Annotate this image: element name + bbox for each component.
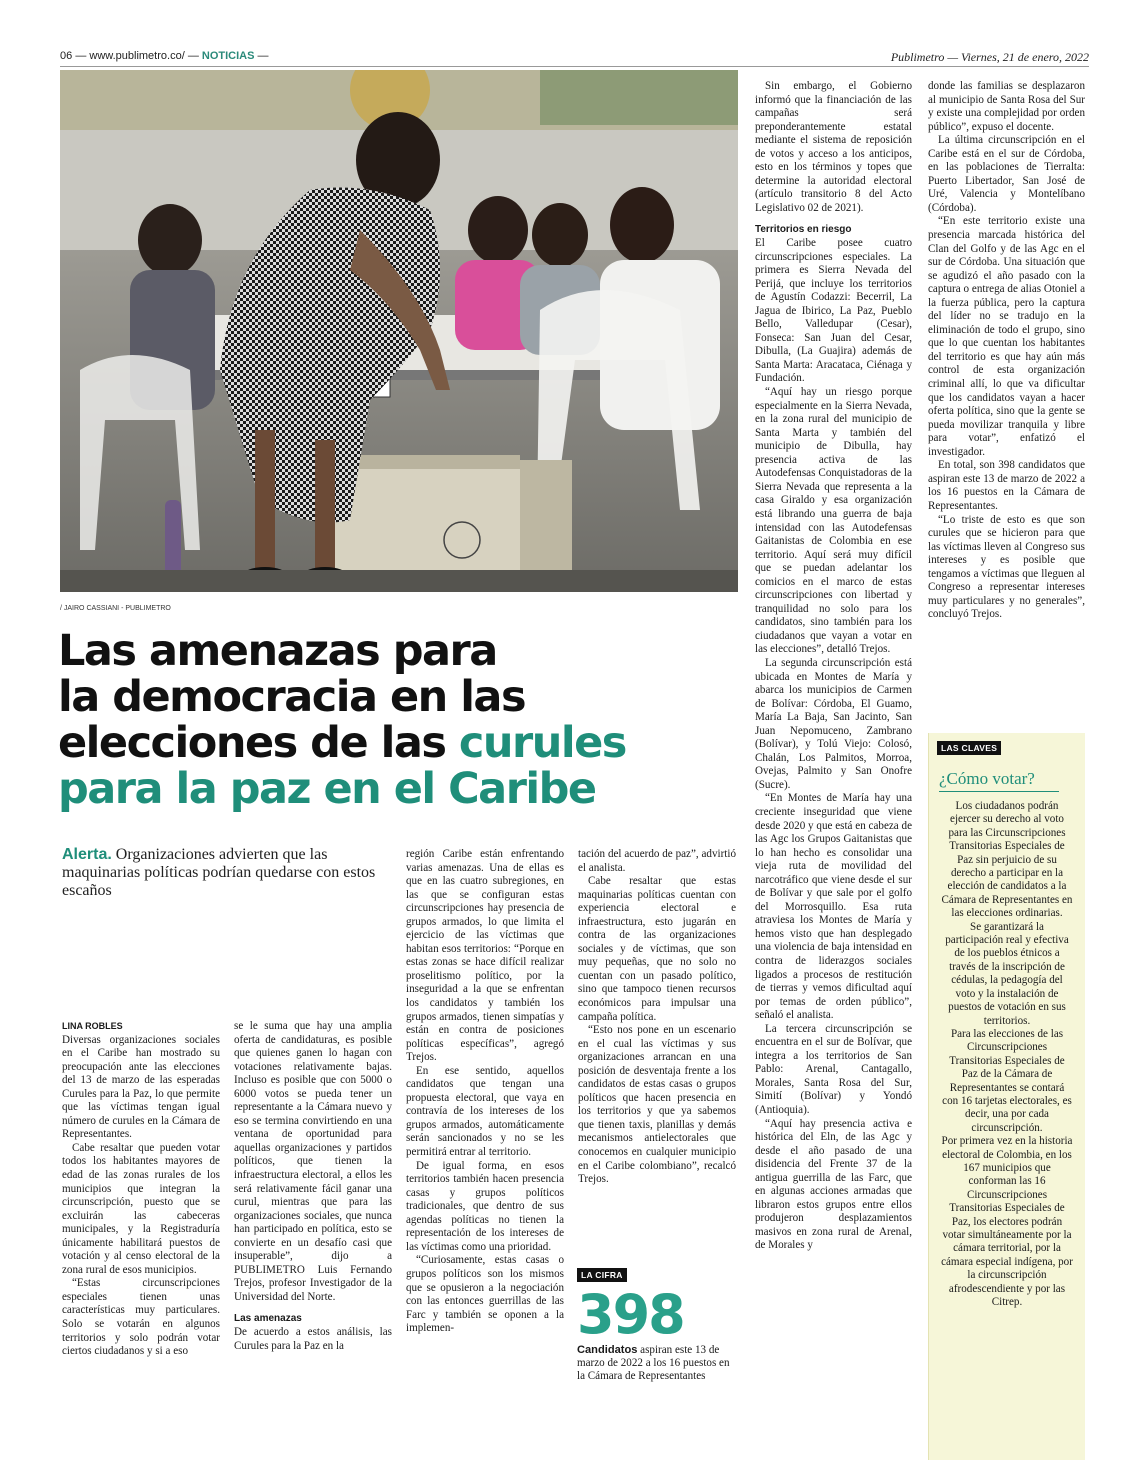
paragraph: se le suma que hay una amplia oferta de candidaturas, es posible que quienes ganen lo hagan con votaciones relativamente bajas. Incluso es posible que con 5000 o 6000 votos se pueda tener un representante a la Cámara nuevo y eso se termina convirtiendo en una ventana de oportunidad para aquellas organizaciones y partidos políticos, que tienen la infraestructura electoral, a ellos les será relativamente fácil ganar una curul, mientras que para las organizaciones sociales, que nunca han participado en política, esto se convierte en un desafío casi que insuperable”, dijo a PUBLIMETRO Luis Fernando Trejos, profesor Investigador de la Universidad del Norte. bbox=[234, 1020, 392, 1303]
headline-accent-1: curules bbox=[458, 718, 626, 768]
paragraph: La tercera circunscripción se encuentra en el sur de Bolívar, que integra a los territorios de San Pablo: Arenal, Cantagallo, Morales, Santa Rosa del Sur, Simití (Bolívar) y Yondó (Antioquia). bbox=[755, 1022, 912, 1117]
paragraph: En total, son 398 candidatos que aspiran este 13 de marzo de 2022 a los 16 puestos en la Cámara de Representantes. bbox=[928, 459, 1085, 512]
page-number: 06 bbox=[60, 50, 73, 62]
edition-date: Publimetro — Viernes, 21 de enero, 2022 bbox=[890, 50, 1089, 64]
cifra-text bbox=[577, 1344, 732, 1383]
article-photo bbox=[60, 70, 738, 592]
site-url: www.publimetro.co/ bbox=[89, 50, 185, 62]
section-label: NOTICIAS bbox=[201, 50, 255, 62]
claves-paragraph: Se garantizará la participación real y efectiva de los pueblos étnicos a través de la inscripción de cédulas, la pedagogía del voto y la instalación de puestos de votación en sus territorios. bbox=[945, 920, 1069, 1027]
headline bbox=[58, 628, 748, 812]
paragraph: región Caribe están enfrentando varias amenazas. Una de ellas es que en las cuatro subregiones, en las que se configuran estas circunscripciones hay presencia de grupos armados, lo que limita el ejercicio de las víctimas que habitan esos territorios: “Porque en estas zonas se hace difícil realizar proselitismo político, por la inseguridad a la que se enfrentan los candidatos y también los grupos armados, tienen simpatías y están en contra de posiciones políticas específicas”, agregó Trejos. bbox=[406, 848, 564, 1064]
claves-question: ¿Cómo votar? bbox=[939, 769, 1059, 792]
paragraph: La última circunscripción en el Caribe está en el sur de Córdoba, en las poblaciones de Tierralta: Puerto Libertador, San José de Uré, Valencia y Montelíbano (Córdoba). bbox=[928, 134, 1085, 214]
cifra-description: aspiran este 13 de marzo de 2022 a los 16 puestos en la Cámara de Representantes bbox=[577, 1344, 730, 1382]
article-column-4 bbox=[578, 848, 736, 1187]
paragraph: donde las familias se desplazaron al municipio de Santa Rosa del Sur y existe una complejidad por orden público”, expuso el docente. bbox=[928, 80, 1085, 133]
subhead: Las amenazas bbox=[234, 1313, 302, 1325]
paragraph: Diversas organizaciones sociales en el Caribe han mostrado su preocupación ante las elecciones del 13 de marzo de las esperadas Curules para la Paz, lo que permite que las víctimas tengan igual número de curules en la Cámara de Representantes. bbox=[62, 1033, 220, 1141]
paragraph: “Estas circunscripciones especiales tienen unas características muy particulares. Solo se votarán en algunos territorios y solo podrán votar ciertos ciudadanos y si a eso bbox=[62, 1277, 220, 1358]
paragraph: Cabe resaltar que estas maquinarias políticas cuentan con experiencia electoral e infraestructura, esto jugarán en contra de las organizaciones sociales y de víctimas, que son muy pequeñas, que no solo no cuentan con un pasado político, sino que tampoco tienen recursos económicos para impulsar una campaña política. bbox=[578, 875, 736, 1023]
header-rule bbox=[60, 66, 1089, 67]
paragraph: “Lo triste de esto es que son curules que se hicieron para que las víctimas lleven al Congreso sus intereses y es posible que tengamos a víctimas que lleguen al Congreso a representar intereses muy particulares y no generales”, concluyó Trejos. bbox=[928, 513, 1085, 621]
paragraph: tación del acuerdo de paz”, advirtió el analista. bbox=[578, 848, 736, 874]
byline: LINA ROBLES bbox=[62, 1021, 123, 1031]
paragraph: La segunda circunscripción está ubicada en Montes de María y abarca los municipios de Carmen de Bolívar: Córdoba, El Guamo, María La Baja, San Jacinto, San Juan Nepomuceno, Zambrano (Bolívar), y Tolú Viejo: Colosó, Chalán, Los Palmitos, Morroa, Ovejas, Palmito y San Onofre (Sucre). bbox=[755, 656, 912, 791]
claves-paragraph: Por primera vez en la historia electoral de Colombia, en los 167 municipios que conforman las 16 Circunscripciones Transitorias Especiales de Paz, los electores podrán votar simultáneamente por la cámara territorial, por la cámara especial indígena, por la circunscripción afrodescendiente y por las Citrep. bbox=[941, 1135, 1073, 1309]
article-column-3 bbox=[406, 848, 564, 1336]
headline-accent-2: para la paz en el Caribe bbox=[58, 764, 596, 814]
claves-text bbox=[929, 800, 1085, 1309]
paragraph: En ese sentido, aquellos candidatos que tengan una propuesta electoral, que vaya en contravía de los intereses de los grupos armados, automáticamente serán sancionados y no se les permitirá entrar al territorio. bbox=[406, 1064, 564, 1159]
las-claves-tag: LAS CLAVES bbox=[937, 741, 1001, 755]
lede-kicker: Alerta. bbox=[62, 846, 112, 863]
photo-credit: / JAIRO CASSIANI - PUBLIMETRO bbox=[60, 605, 171, 612]
headline-line-2: la democracia en las bbox=[58, 672, 526, 722]
cifra-label: Candidatos bbox=[577, 1344, 638, 1356]
paragraph: El Caribe posee cuatro circunscripciones especiales. La primera es Sierra Nevada del Perijá, que incluye los territorios de Agustín Codazzi: Becerril, La Jagua de Ibirico, La Paz, Pueblo Bello, Valledupar (Cesar), Fonseca: San Juan del Cesar, Dibulla, (La Guajira) además de Santa Marta: Aracataca, Ciénaga y Fundación. bbox=[755, 237, 912, 385]
la-cifra-box bbox=[577, 1263, 732, 1383]
article-column-1 bbox=[62, 1020, 220, 1359]
paragraph: De acuerdo a estos análisis, las Curules para la Paz en la bbox=[234, 1326, 392, 1352]
paragraph: Sin embargo, el Gobierno informó que la financiación de las campañas será preponderantemente estatal mediante el sistema de reposición de votos y acceso a los anticipos, esto en los términos y topes que determine la autoridad electoral (artículo transitorio 8 del Acto Legislativo 02 de 2021). bbox=[755, 80, 912, 214]
subhead: Territorios en riesgo bbox=[755, 224, 852, 236]
paragraph: “Esto nos pone en un escenario en el cual las víctimas y sus organizaciones arrancan en una posición de desventaja frente a los candidatos de estas casas o grupos políticos que hacen presencia en los territorios y que ya sabemos que tienen taxis, planillas y demás mecanismos antielectorales que conocemos en cualquier municipio en el Caribe colombiano”, recalcó Trejos. bbox=[578, 1024, 736, 1186]
article-column-2 bbox=[234, 1020, 392, 1353]
article-column-6 bbox=[928, 80, 1085, 622]
claves-paragraph: Los ciudadanos podrán ejercer su derecho al voto para las Circunscripciones Transitorias Especiales de Paz sin perjuicio de su derecho a participar en la elección de candidatos a la Cámara de Representantes en las elecciones ordinarias. bbox=[941, 800, 1073, 920]
paragraph: “Curiosamente, estas casas o grupos políticos son los mismos que se opusieron a la negociación con las entonces guerrillas de las Farc y también se oponen a la implemen- bbox=[406, 1254, 564, 1335]
paragraph: Cabe resaltar que pueden votar todos los habitantes mayores de edad de las zonas rurales de los municipios que integran la circunscripción, puesto que se excluirán las cabeceras municipales, y la Registraduría únicamente habilitará puestos de votación y al censo electoral de la zona rural de esos municipios. bbox=[62, 1141, 220, 1276]
article-column-5 bbox=[755, 80, 912, 1253]
paragraph: “Aquí hay un riesgo porque especialmente en la Sierra Nevada, en la zona rural del municipio de Santa Marta y también del municipio de Dibulla, hay presencia activa de las Autodefensas Conquistadoras de la Sierra Nevada que representa a la casa Giraldo y esa organización está librando una guerra de baja intensidad con las Autodefensas Gaitanistas de Colombia en ese territorio. Aquí será muy difícil que se puedan adelantar los comicios en el marco de estas circunscripciones con libertad y tranquilidad no solo para los candidatos, sino también para los ciudadanos que vayan a votar en las elecciones”, detalló Trejos. bbox=[755, 386, 912, 656]
lede-text: Organizaciones advierten que las maquinarias políticas podrían quedarse con estos escaños bbox=[62, 846, 376, 899]
paragraph: “Aquí hay presencia activa e histórica del Eln, de las Agc y desde el año pasado de una disidencia del Frente 37 de la antigua guerrilla de las Farc, que en algunas acciones armadas que libraron estos grupos entre ellos produjeron desplazamientos masivos en zona rural de Arenal, de Morales y bbox=[755, 1117, 912, 1252]
claves-paragraph: Para las elecciones de las Circunscripciones Transitorias Especiales de Paz de la Cámara de Representantes se contará con 16 tarjetas electorales, es decir, una por cada circunscripción. bbox=[942, 1027, 1072, 1134]
headline-line-3: elecciones de las bbox=[58, 718, 459, 768]
las-claves-box bbox=[928, 733, 1085, 1460]
paragraph: “En este territorio existe una presencia marcada histórica del Clan del Golfo y de las Agc en el sur de Córdoba. Una situación que se agudizó el año pasado con la captura o entrega de alias Otoniel a la fuerza pública, pero la captura del líder no se tradujo en la eliminación de todo el grupo, sino que lo que cuentan los habitantes del territorio es que hay aún más control de esta organización criminal allí, lo que va dificultar que los candidatos vayan a hacer oferta política, sino que la gente se pueda movilizar tranquila y libre para votar”, enfatizó el investigador. bbox=[928, 215, 1085, 458]
page-header-left: 06 — www.publimetro.co/ — NOTICIAS — bbox=[60, 50, 269, 62]
lede bbox=[62, 846, 392, 900]
big-number: 398 bbox=[577, 1283, 684, 1346]
paragraph: De igual forma, en esos territorios también hacen presencia casas y grupos políticos tradicionales, que dentro de sus agendas políticas no tienen la representación de los intereses de las víctimas como una prioridad. bbox=[406, 1159, 564, 1253]
paragraph: “En Montes de María hay una creciente inseguridad que viene desde 2020 y que está en cabeza de las Agc los Grupos Gaitanistas que lo han hecho es consolidar una vieja ruta de movilidad del narcotráfico que viene desde el sur de Bolívar y que sale por el golfo del Morrosquillo. Esa ruta atraviesa los Montes de María y hemos visto que han desplegado una violencia de baja intensidad en contra de liderazgos sociales ligados a procesos de restitución de tierras y vemos dificultad aquí por temas de orden público”, señaló el analista. bbox=[755, 792, 912, 1022]
la-cifra-tag: LA CIFRA bbox=[577, 1268, 627, 1282]
headline-line-1: Las amenazas para bbox=[58, 626, 497, 676]
